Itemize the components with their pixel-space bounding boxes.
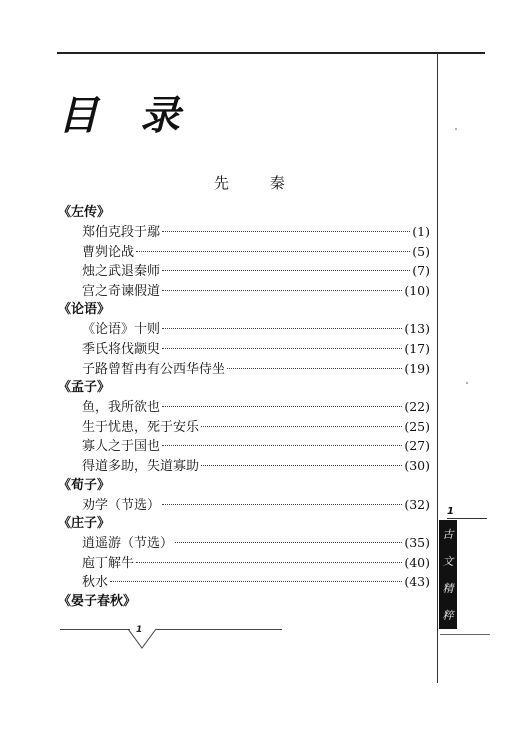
toc-entry-title: 宫之奇谏假道 [82, 283, 161, 299]
toc-entry-page: (40) [404, 554, 430, 570]
toc-leader-dots [162, 270, 410, 271]
toc-entry[interactable] [58, 319, 430, 339]
toc-leader-dots [110, 581, 402, 582]
toc-entry-page: (30) [404, 457, 430, 473]
toc-entry[interactable] [58, 553, 430, 573]
toc-entry-page: (22) [404, 399, 430, 415]
table-of-contents [58, 203, 430, 611]
toc-entry[interactable] [58, 417, 430, 437]
toc-entry-title: 季氏将伐颛臾 [82, 341, 161, 357]
toc-entry[interactable] [58, 397, 430, 417]
toc-leader-dots [201, 465, 402, 466]
toc-book-heading: 《孟子》 [58, 380, 111, 396]
toc-entry[interactable] [58, 281, 430, 301]
toc-entry[interactable] [58, 495, 430, 515]
toc-leader-dots [162, 504, 402, 505]
side-tab-char: 古 [442, 527, 454, 541]
section-title: 先 秦 [214, 174, 303, 192]
toc-entry-title: 《论语》十则 [82, 322, 161, 338]
toc-leader-dots [162, 231, 410, 232]
toc-entry-page: (13) [404, 321, 430, 337]
side-tab-char: 粹 [442, 609, 454, 623]
toc-leader-dots [175, 542, 402, 543]
toc-leader-dots [162, 406, 402, 407]
toc-entry-page: (1) [412, 224, 430, 239]
top-rule [57, 52, 485, 54]
toc-entry-title: 得道多助，失道寡助 [82, 458, 200, 474]
toc-leader-dots [162, 328, 402, 329]
side-tab-char: 精 [442, 582, 454, 596]
toc-leader-dots [227, 368, 402, 369]
toc-entry[interactable] [58, 339, 430, 359]
toc-entry-title: 生于忧患，死于安乐 [82, 419, 200, 435]
toc-entry-title: 秋水 [82, 575, 109, 591]
page-title: 目 录 [58, 93, 194, 139]
footer-rule-left [60, 629, 130, 630]
speck [455, 128, 457, 130]
toc-entry[interactable] [58, 242, 430, 262]
toc-entry[interactable] [58, 456, 430, 476]
side-tab [439, 520, 457, 629]
toc-entry-title: 曹刿论战 [82, 244, 135, 260]
toc-book-heading: 《论语》 [58, 302, 111, 318]
toc-leader-dots [162, 348, 402, 349]
toc-entry-title: 庖丁解牛 [82, 555, 135, 571]
side-tab-rule [447, 518, 487, 519]
toc-entry-page: (27) [404, 438, 430, 454]
side-tab-char: 文 [442, 554, 454, 568]
toc-entry[interactable] [58, 359, 430, 379]
page-number: 1 [136, 625, 143, 635]
toc-leader-dots [136, 562, 402, 563]
toc-entry[interactable] [58, 572, 430, 592]
toc-leader-dots [162, 445, 402, 446]
toc-entry-page: (25) [404, 418, 430, 434]
toc-entry-page: (10) [404, 282, 430, 298]
toc-entry-title: 劝学（节选） [82, 497, 161, 513]
toc-entry-page: (35) [404, 535, 430, 551]
toc-entry-page: (5) [412, 243, 430, 259]
toc-entry[interactable] [58, 222, 430, 242]
footer-rule-margin [440, 634, 490, 635]
toc-entry-title: 鱼，我所欲也 [82, 400, 161, 416]
toc-entry[interactable] [58, 533, 430, 553]
margin-rule [437, 53, 438, 683]
toc-entry-title: 逍遥游（节选） [82, 536, 174, 552]
toc-entry-page: (7) [412, 263, 430, 279]
toc-book-heading: 《晏子春秋》 [58, 593, 137, 609]
toc-entry-title: 郑伯克段于鄢 [82, 225, 161, 240]
page-notch-icon [128, 628, 158, 650]
toc-book-heading: 《庄子》 [58, 516, 111, 532]
toc-leader-dots [201, 426, 402, 427]
toc-entry-title: 子路曾皙冉有公西华侍坐 [82, 361, 226, 377]
toc-entry[interactable] [58, 436, 430, 456]
side-page-number: 1 [447, 506, 454, 517]
toc-book-heading: 《荀子》 [58, 477, 111, 493]
toc-entry-title: 烛之武退秦师 [82, 264, 161, 280]
toc-entry[interactable] [58, 261, 430, 281]
toc-entry-page: (17) [404, 340, 430, 356]
toc-book-heading: 《左传》 [58, 205, 111, 220]
toc-leader-dots [162, 290, 402, 291]
toc-entry-page: (32) [404, 496, 430, 512]
toc-entry-page: (19) [404, 360, 430, 376]
speck [466, 382, 468, 384]
footer-rule-right [156, 629, 282, 630]
toc-leader-dots [136, 251, 410, 252]
toc-entry-page: (43) [404, 574, 430, 590]
toc-entry-title: 寡人之于国也 [82, 439, 161, 455]
